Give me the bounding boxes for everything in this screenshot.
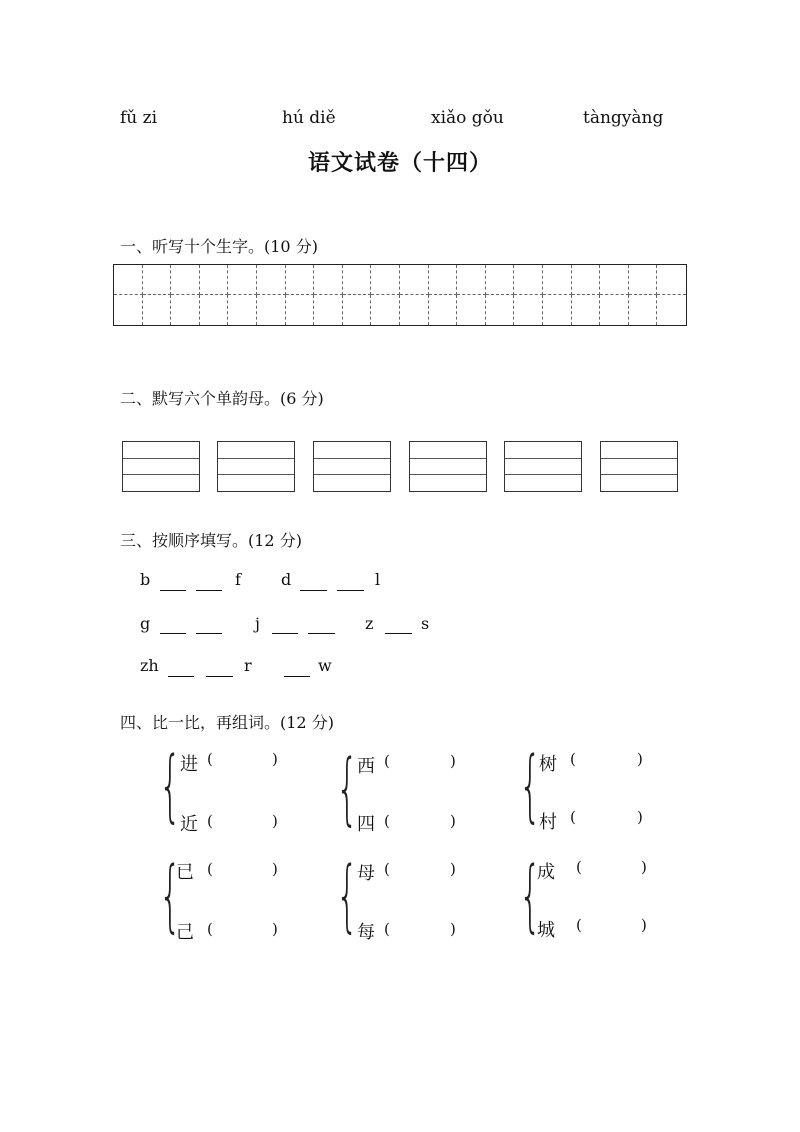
four-line-box[interactable] (600, 441, 678, 492)
paren-open: ( (207, 812, 213, 830)
paren-close: ) (272, 860, 278, 878)
grid-cell[interactable] (429, 265, 458, 295)
paren-open: ( (570, 750, 576, 768)
paren-close: ) (641, 916, 647, 934)
grid-cell[interactable] (457, 295, 486, 325)
grid-cell[interactable] (371, 265, 400, 295)
section-4-heading: 四、比一比，再组词。(12 分) (120, 713, 334, 732)
blank[interactable] (196, 590, 222, 591)
grid-cell[interactable] (257, 295, 286, 325)
pinyin-1: fǔ zi (120, 108, 158, 128)
grid-cell[interactable] (143, 265, 172, 295)
blank[interactable] (300, 590, 327, 591)
brace: { (336, 744, 359, 834)
blank[interactable] (308, 633, 335, 634)
section-2-heading: 二、默写六个单韵母。(6 分) (120, 389, 324, 408)
paren-close: ) (450, 860, 456, 878)
brace: { (159, 741, 182, 831)
char: 已 (176, 862, 194, 883)
grid-cell[interactable] (114, 265, 143, 295)
paren-close: ) (450, 752, 456, 770)
paren-open: ( (570, 808, 576, 826)
letter: d (281, 570, 292, 589)
grid-cell[interactable] (200, 295, 229, 325)
letter: r (244, 656, 252, 675)
four-line-box[interactable] (313, 441, 391, 492)
paren-open: ( (576, 858, 582, 876)
paren-close: ) (637, 750, 643, 768)
grid-cell[interactable] (286, 295, 315, 325)
grid-cell[interactable] (314, 295, 343, 325)
grid-cell[interactable] (514, 265, 543, 295)
brace: { (159, 851, 182, 941)
grid-cell[interactable] (400, 265, 429, 295)
char: 四 (357, 814, 375, 835)
char: 近 (180, 814, 198, 835)
grid-cell[interactable] (200, 265, 229, 295)
section-1-heading: 一、听写十个生字。(10 分) (120, 237, 318, 256)
letter: f (235, 570, 241, 589)
paren-open: ( (576, 916, 582, 934)
brace: { (336, 851, 359, 941)
letter: w (318, 656, 332, 675)
blank[interactable] (337, 590, 364, 591)
paren-open: ( (207, 920, 213, 938)
grid-cell[interactable] (657, 295, 686, 325)
grid-cell[interactable] (514, 295, 543, 325)
char: 成 (537, 862, 555, 883)
grid-cell[interactable] (343, 295, 372, 325)
grid-cell[interactable] (457, 265, 486, 295)
grid-cell[interactable] (114, 295, 143, 325)
paren-open: ( (384, 920, 390, 938)
paren-close: ) (450, 920, 456, 938)
letter: z (365, 614, 374, 633)
grid-cell[interactable] (629, 265, 658, 295)
pinyin-4: tàngyàng (583, 108, 664, 128)
char: 西 (357, 756, 375, 777)
blank[interactable] (284, 676, 310, 677)
paren-open: ( (384, 812, 390, 830)
four-line-box[interactable] (409, 441, 487, 492)
section-3-heading: 三、按顺序填写。(12 分) (120, 531, 302, 550)
letter: l (375, 570, 381, 589)
char: 树 (539, 754, 557, 775)
blank[interactable] (196, 633, 222, 634)
grid-cell[interactable] (286, 265, 315, 295)
grid-cell[interactable] (486, 295, 515, 325)
letter: b (140, 570, 151, 589)
four-line-box[interactable] (504, 441, 582, 492)
paren-open: ( (384, 752, 390, 770)
char: 每 (357, 922, 375, 943)
char: 进 (180, 754, 198, 775)
grid-cell[interactable] (228, 265, 257, 295)
writing-grid[interactable] (113, 264, 687, 326)
grid-cell[interactable] (629, 295, 658, 325)
paren-open: ( (384, 860, 390, 878)
grid-cell[interactable] (657, 265, 686, 295)
four-line-box[interactable] (217, 441, 295, 492)
paren-close: ) (450, 812, 456, 830)
grid-cell[interactable] (543, 265, 572, 295)
grid-cell[interactable] (171, 295, 200, 325)
paren-close: ) (272, 750, 278, 768)
letter: g (140, 614, 151, 633)
grid-cell[interactable] (314, 265, 343, 295)
letter: s (421, 614, 430, 633)
paren-close: ) (272, 920, 278, 938)
grid-cell[interactable] (572, 295, 601, 325)
grid-cell[interactable] (400, 295, 429, 325)
grid-cell[interactable] (429, 295, 458, 325)
letter: zh (140, 656, 159, 675)
letter: j (255, 614, 260, 633)
grid-cell[interactable] (600, 265, 629, 295)
grid-cell[interactable] (228, 295, 257, 325)
grid-cell[interactable] (143, 295, 172, 325)
blank[interactable] (168, 676, 194, 677)
four-line-box[interactable] (122, 441, 200, 492)
brace: { (519, 741, 542, 831)
paren-close: ) (641, 858, 647, 876)
blank[interactable] (206, 676, 233, 677)
blank[interactable] (160, 633, 186, 634)
char: 村 (539, 812, 557, 833)
grid-cell[interactable] (257, 265, 286, 295)
grid-cell[interactable] (600, 295, 629, 325)
paren-close: ) (272, 812, 278, 830)
page-title: 语文试卷（十四） (307, 150, 492, 176)
grid-cell[interactable] (486, 265, 515, 295)
char: 母 (357, 863, 375, 884)
blank[interactable] (160, 590, 186, 591)
blank[interactable] (385, 633, 412, 634)
blank[interactable] (272, 633, 298, 634)
grid-cell[interactable] (572, 265, 601, 295)
grid-cell[interactable] (371, 295, 400, 325)
pinyin-3: xiǎo gǒu (431, 108, 504, 128)
paren-open: ( (207, 860, 213, 878)
grid-cell[interactable] (543, 295, 572, 325)
paren-close: ) (637, 808, 643, 826)
grid-cell[interactable] (343, 265, 372, 295)
pinyin-2: hú diě (282, 108, 336, 128)
grid-cell[interactable] (171, 265, 200, 295)
char: 己 (176, 922, 194, 943)
char: 城 (537, 920, 555, 941)
paren-open: ( (207, 750, 213, 768)
brace: { (519, 851, 542, 941)
